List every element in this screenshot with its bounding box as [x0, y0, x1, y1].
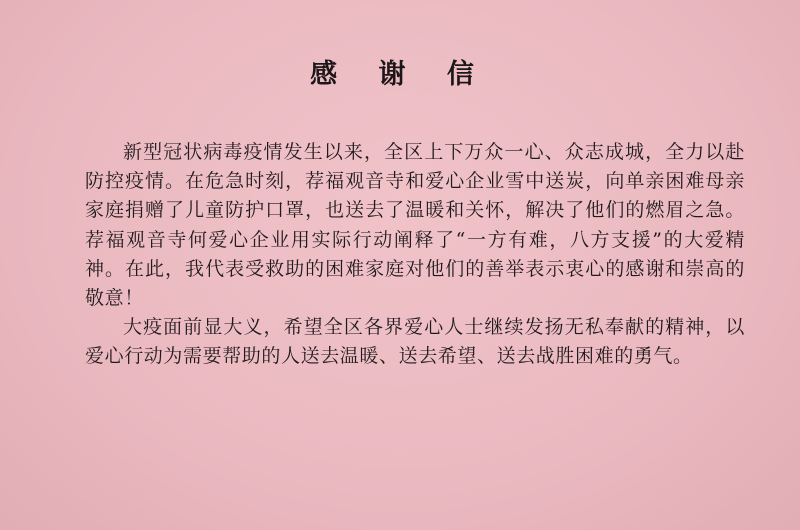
paragraph-2: 大疫面前显大义，希望全区各界爱心人士继续发扬无私奉献的精神，以爱心行动为需要帮助的人送去温暖、送去希望、送去战胜困难的勇气。	[85, 316, 745, 368]
letter-body	[85, 138, 745, 372]
letter-title: 感 谢 信	[310, 59, 490, 90]
paragraph-1: 新型冠状病毒疫情发生以来，全区上下万众一心、众志成城，全力以赴防控疫情。在危急时刻，荐福观音寺和爱心企业雪中送炭，向单亲困难母亲家庭捐赠了儿童防护口罩，也送去了温暖和关怀，解决了他们的燃眉之急。荐福观音寺何爱心企业用实际行动阐释了“一方有难，八方支援”的大爱精神。在此，我代表受救助的困难家庭对他们的善举表示衷心的感谢和崇高的敬意！	[85, 141, 745, 310]
